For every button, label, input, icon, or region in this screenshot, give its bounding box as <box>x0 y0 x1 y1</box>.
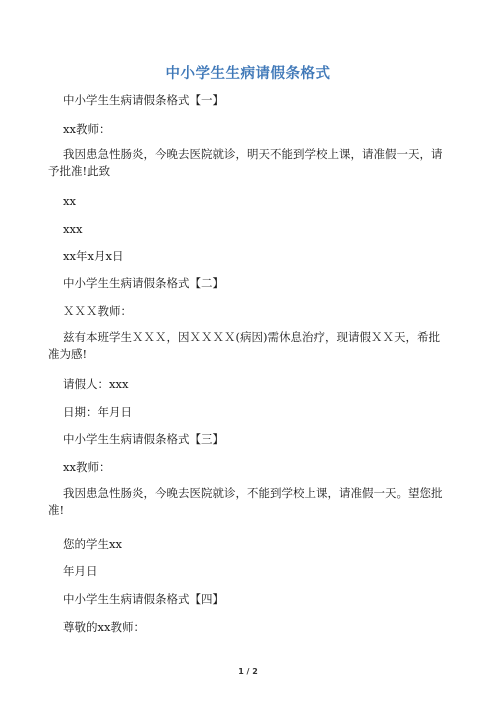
document-title: 中小学生生病请假条格式 <box>165 66 331 82</box>
signature: 您的学生xx <box>63 537 122 551</box>
section-heading-2: 中小学生生病请假条格式【二】 <box>63 276 224 290</box>
date-line: xx年x月x日 <box>63 249 124 263</box>
salutation: xx教师： <box>63 460 111 474</box>
salutation: xx教师： <box>63 122 111 136</box>
section-heading-3: 中小学生生病请假条格式【三】 <box>63 432 224 446</box>
body-paragraph: 兹有本班学生ＸＸＸ，因ＸＸＸＸ(病因)需休息治疗，现请假ＸＸ天，希批准为感! <box>48 330 440 361</box>
date-line: 日期：年月日 <box>63 405 132 419</box>
section-heading-1: 中小学生生病请假条格式【一】 <box>63 93 224 107</box>
section-heading-4: 中小学生生病请假条格式【四】 <box>63 592 224 606</box>
body-paragraph: 我因患急性肠炎，今晚去医院就诊，明天不能到学校上课，请准假一天，请予批准!此致 <box>48 147 443 178</box>
page-number: 1 / 2 <box>238 667 258 676</box>
signature: xxx <box>63 222 83 236</box>
date-line: 年月日 <box>63 564 98 578</box>
closing-line: xx <box>63 194 76 208</box>
signature: 请假人：xxx <box>63 377 129 391</box>
salutation: 尊敬的xx教师： <box>63 620 145 634</box>
body-paragraph: 我因患急性肠炎，今晚去医院就诊，不能到学校上课，请准假一天。望您批准! <box>48 486 443 517</box>
salutation: ＸＸＸ教师： <box>63 304 132 318</box>
